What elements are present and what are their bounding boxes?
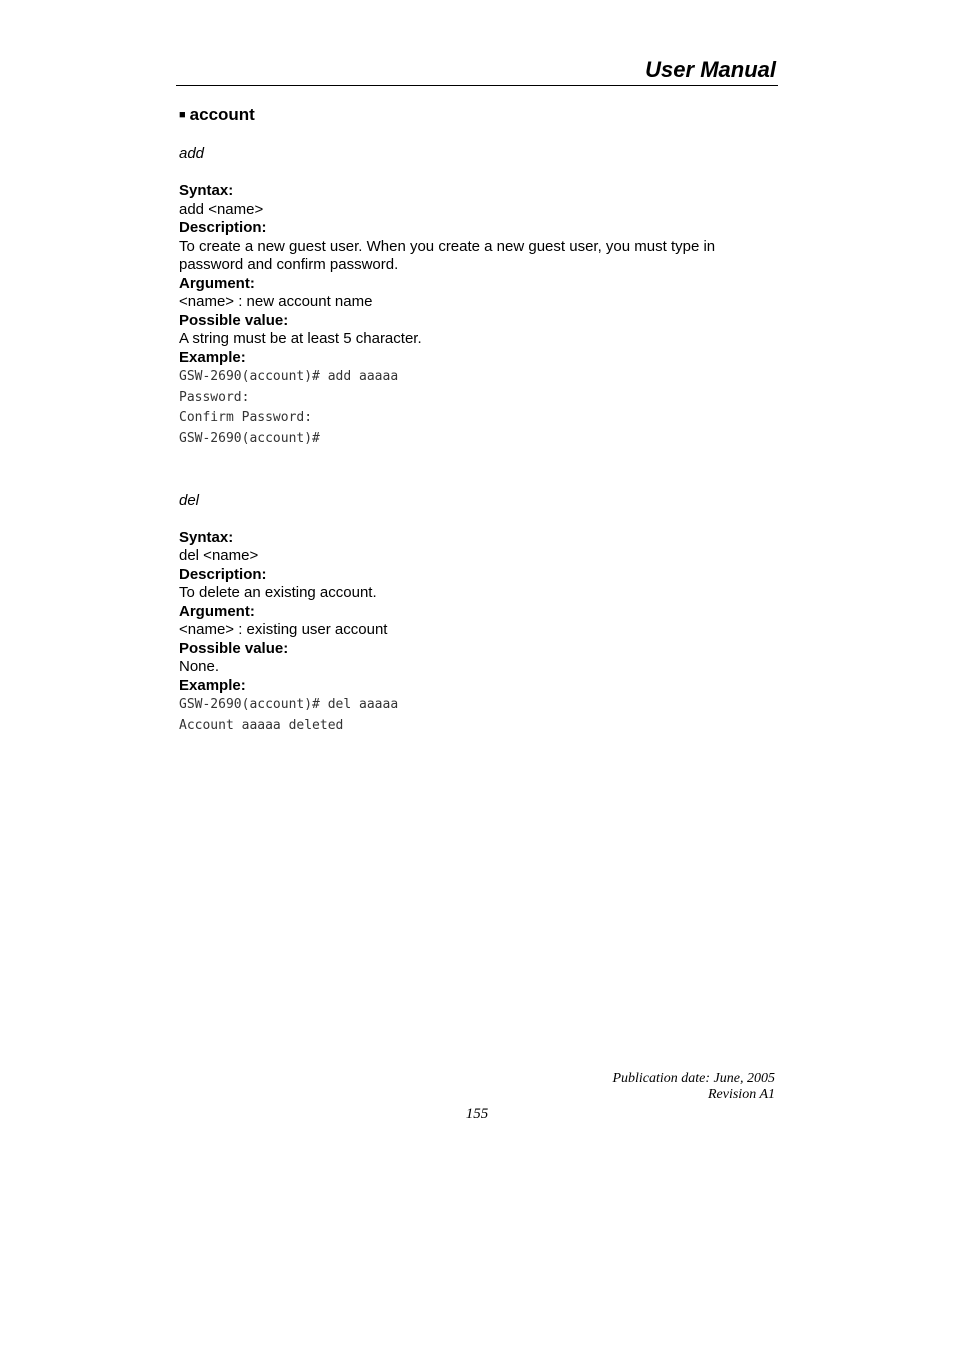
example-line: GSW-2690(account)# <box>179 431 320 447</box>
syntax-label: Syntax: <box>179 528 234 546</box>
description-line: password and confirm password. <box>179 256 399 273</box>
argument-label: Argument: <box>179 274 255 292</box>
page-content <box>179 104 779 737</box>
argument-text: <name> : new account name <box>179 293 373 310</box>
page-number: 155 <box>465 1106 489 1122</box>
revision: Revision A1 <box>707 1087 775 1102</box>
footer-publication <box>612 1071 775 1103</box>
possible-value-label: Possible value: <box>179 311 289 329</box>
possible-value-text: None. <box>179 658 220 676</box>
description-line: To delete an existing account. <box>179 584 377 602</box>
possible-value-text: A string must be at least 5 character. <box>179 330 422 347</box>
command-name: add <box>179 145 205 162</box>
example-line: Account aaaaa deleted <box>179 718 344 734</box>
command-add <box>179 145 779 450</box>
syntax-text: add <name> <box>179 200 264 218</box>
description-line: To create a new guest user. When you create a new guest user, you must type in <box>179 237 716 255</box>
possible-value-label: Possible value: <box>179 639 289 657</box>
publication-date: Publication date: June, 2005 <box>612 1071 775 1086</box>
example-label: Example: <box>179 348 246 366</box>
section-heading <box>179 104 779 126</box>
example-line: GSW-2690(account)# add aaaaa <box>179 369 399 384</box>
command-del <box>179 492 779 737</box>
syntax-label: Syntax: <box>179 182 234 199</box>
argument-text: <name> : existing user account <box>179 621 388 639</box>
description-label: Description: <box>179 565 267 583</box>
example-line: Confirm Password: <box>179 410 313 426</box>
argument-label: Argument: <box>179 602 255 620</box>
example-line: GSW-2690(account)# del aaaaa <box>179 697 399 713</box>
section-title: account <box>189 105 255 124</box>
bullet-square-icon: ■ <box>179 109 186 121</box>
command-name: del <box>179 491 200 509</box>
header-rule <box>176 85 778 86</box>
example-line: Password: <box>179 389 250 405</box>
example-label: Example: <box>179 676 246 694</box>
syntax-text: del <name> <box>179 547 259 565</box>
description-label: Description: <box>179 219 267 236</box>
header-title: User Manual <box>645 57 776 82</box>
